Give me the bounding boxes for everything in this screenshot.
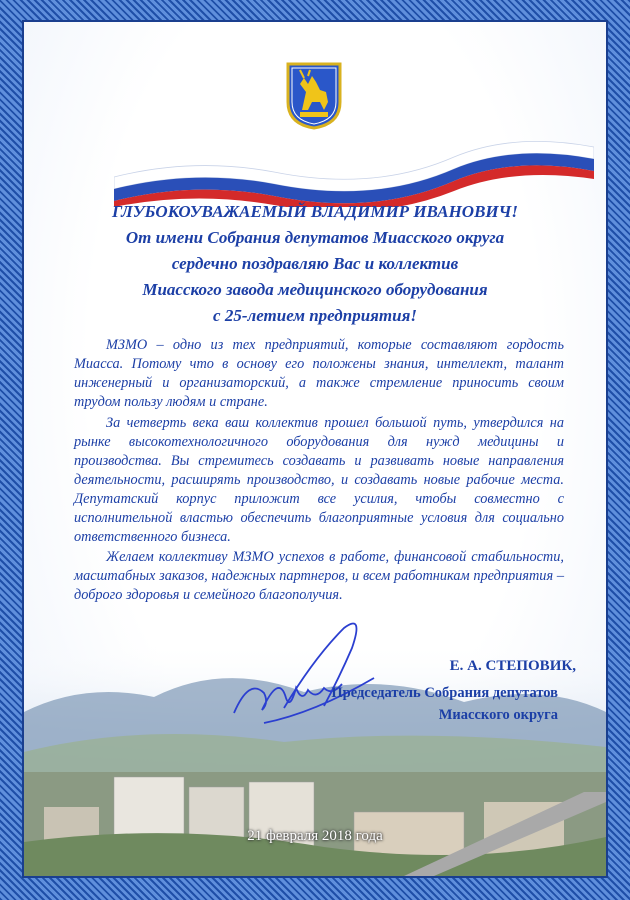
paragraph-1-text: МЗМО – одно из тех предприятий, которые составляют гордость Миасса. Потому что в основу его положены знания, интеллект, талант инженерный и организаторский, а также стремление приносить своим трудом пользу людям и стране.: [74, 337, 564, 410]
paragraph-3: [74, 548, 564, 605]
intro-line-1: От имени Собрания депутатов Миасского округа: [125, 228, 505, 247]
letter-paper: [24, 22, 606, 876]
intro-line-3: Миасского завода медицинского оборудования: [142, 280, 488, 299]
intro-line-2: сердечно поздравляю Вас и коллектив: [171, 254, 459, 273]
letter-greeting: ГЛУБОКОУВАЖАЕМЫЙ ВЛАДИМИР ИВАНОВИЧ!: [112, 202, 518, 221]
paragraph-2-text: За четверть века ваш коллектив прошел большой путь, утвердился на рынке высокотехнологичного оборудования для нужд медицины и производства. Вы стремитесь создавать и развивать новые направления деятельности, расширять производство, и создавать новые рабочие места. Депутатский корпус приложит все усилия, чтобы совместно с исполнительной властью обеспечить благоприятные условия для социально ответственного бизнеса.: [74, 415, 564, 545]
intro-line-4: с 25-летием предприятия!: [213, 306, 417, 325]
letter-border: [22, 20, 608, 878]
paragraph-1: [74, 336, 564, 412]
paragraph-3-text: Желаем коллективу МЗМО успехов в работе, финансовой стабильности, масштабных заказов, надежных партнеров, и всем работникам предприятия – доброго здоровья и семейного благополучия.: [74, 549, 564, 603]
signatory-title-line-2: Миасского округа: [438, 707, 558, 723]
signatory-title-line-1: Председатель Собрания депутатов: [331, 685, 558, 701]
paragraph-2: [74, 414, 564, 547]
letter-date: 21 февраля 2018 года: [247, 828, 383, 844]
russian-flag-ribbon: [114, 117, 594, 207]
signatory-title: [298, 682, 558, 726]
signatory-name: Е. А. СТЕПОВИК,: [449, 658, 576, 674]
